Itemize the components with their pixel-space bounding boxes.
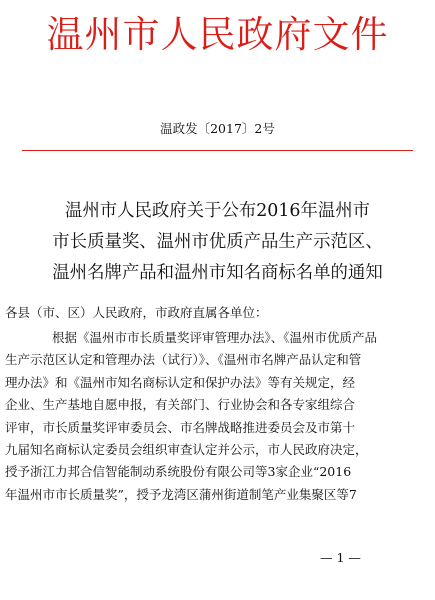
red-separator-line <box>22 150 413 151</box>
body-line: 授予浙江力邦合信智能制动系统股份有限公司等3家企业“2016 <box>5 464 352 480</box>
body-line: 九届知名商标认定委员会组织审查认定并公示，市人民政府决定， <box>5 442 368 458</box>
red-header-title: 温州市人民政府文件 <box>46 13 389 56</box>
body-line: 根据《温州市市长质量奖评审管理办法》、《温州市优质产品 <box>52 330 378 345</box>
body-line: 年温州市市长质量奖”，授予龙湾区蒲州街道制笔产业集聚区等7 <box>5 486 357 502</box>
page-number: — 1 — <box>320 550 361 565</box>
body-line: 企业、生产基地自愿申报，有关部门、行业协会和各专家组综合 <box>5 397 356 413</box>
body-line: 理办法》和《温州市知名商标认定和保护办法》等有关规定，经 <box>5 374 356 390</box>
notice-title-line: 市长质量奖、温州市优质产品生产示范区、 <box>52 232 383 252</box>
salutation: 各县（市、区）人民政府，市政府直属各单位： <box>5 305 268 320</box>
body-paragraph <box>5 327 435 506</box>
body-line: 评审，市长质量奖评审委员会、市名牌战略推进委员会及市第十 <box>5 419 356 435</box>
document-number: 温政发〔2017〕2号 <box>160 121 275 136</box>
notice-title-line: 温州市人民政府关于公布2016年温州市 <box>64 201 371 221</box>
notice-title-line: 温州名牌产品和温州市知名商标名单的通知 <box>52 263 383 283</box>
notice-title <box>0 196 435 289</box>
body-line: 生产示范区认定和管理办法（试行）》、《温州市名牌产品认定和管 <box>5 352 362 368</box>
